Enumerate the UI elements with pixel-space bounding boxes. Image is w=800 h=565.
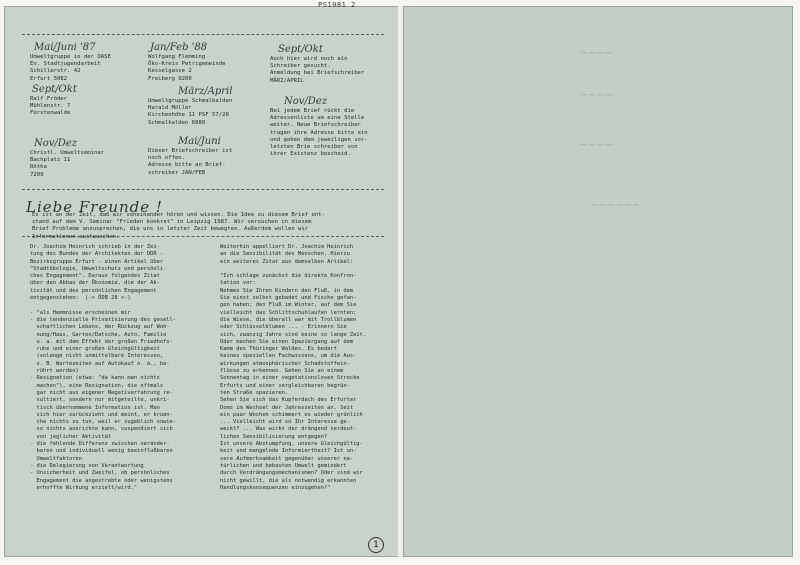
top-dashed-rule (22, 34, 384, 35)
block-text: Wolfgang Flemming Öko-Kreis Petrigemeinde Kesselgasse 2 Freiberg 9200 (148, 54, 226, 82)
block-text: Bei jedem Brief rückt die Adressenliste um eine Stelle weiter. Neue Briefschreiber tragen ihre Adresse bitte ein und geben dem jeweiligen vor- letzten Brie schreiber von ihrer Existenz bescheid. (270, 108, 368, 158)
block-heading: Nov/Dez (34, 138, 77, 149)
block-heading: Nov/Dez (284, 96, 327, 107)
bleed-through-mark: ~~~~ (580, 48, 614, 59)
block-heading: Mai/Juni '87 (34, 42, 96, 53)
block-heading: Mai/Juni (178, 136, 221, 147)
block-text: Dieser Briefschreiber ist noch offen. Adresse bitte an Brief- schreiber JAN/FEB (148, 148, 233, 176)
bleed-through-mark: ~~~~ (580, 90, 614, 101)
address-dashed-rule (22, 189, 384, 190)
page-number: 1 (368, 537, 384, 553)
left-column-text: Dr. Joachim Heinrich schrieb in der Zei- tung des Bundes der Architekten der DDR - Bezirksgruppe Erfurt - einen Artikel über "Stadtökologie, Umweltschutz und persönli- ches Engagement". Daraus folgendes Zitat über den Abbau der Ökonomie, die der Ak- tivität und des persönlichen Engagement entgegenstehen: (-> ÖDB 28 <-) - "als Hemmnisse erscheinen mir - die tendenzielle Privatisierung des gesell- schaftlichen Lebens, der Rückzug auf Woh- nung/Haus, Garten/Datsche, Auto, Familie u. a. mit dem Effekt der großen Friedhofs- ruhe und einer großen Gleichgültigkeit (solange nicht unmittelbare Interessen, z. B. Wartezeiten auf Autokauf o. ä., be- rührt werden) - Resignation (etwa: "da kann man nichts machen"), eine Resignation, die oftmals gar nicht aus eigener Negativerfahrung re- sultiert, sondern nur mitgeteilte, unkri- tisch übernommene Information ist. Man sich hier zurückzieht und meint, er kruen- che nichts zu tun, weil er zugeblich sowie- so nichts ausrichte kann, suspendiert sich von jeglicher Aktivität - die fehlende Differenz zwischen veränder- baren und individuell wenig beeinflußbaren Umweltfaktoren - die Delegierung von Verantwortung - Unsicherheit und Zweifel, ob persönliches Engagement die angestrebte oder wenigstens erhoffte Wirkung erzielt/wird." (30, 244, 177, 491)
right-page (403, 6, 793, 557)
bleed-through-mark: ~~~~~~ (590, 200, 641, 211)
letter-title: Liebe Freunde ! (26, 198, 163, 216)
block-heading: Sept/Okt (278, 44, 323, 55)
archive-number: PS1081 2 (318, 1, 356, 9)
intro-paragraph: Es ist an der Zeit, daß wir voneinander hören und wissen. Die Idee zu diesem Brief ent- stand auf dem V. Seminar "Frieden konkret" in Leipzig 1987. Wir versuchen in diesem Brief Probleme anzusprechen, die uns in letzter Zeit bewegten. Außerdem wollen wir Informationen austauschen. (32, 212, 325, 240)
block-heading: März/April (178, 86, 233, 97)
block-heading: Sept/Okt (32, 84, 77, 95)
block-text: Umweltgruppe Schmalkalden Harald Möller Kirchenhöhe 11 PSF 57/20 Schmalkalden 6080 (148, 98, 233, 126)
block-heading: Jan/Feb '88 (150, 42, 208, 53)
right-column-text: Weiterhin appelliert Dr. Joachim Heinrich an die Sensibilität des Menschen. Hierzu ein weiteres Zitat aus demselben Artikel: "Ich schlage zunächst die direkte Konfron- tation vor: Nehmen Sie Ihren Kindern den Fluß, in dem Sie einst selbst gebadet und Fische gefan- gen haben; den Fluß im Winter, auf dem Sie vielleicht das Schlittschuhlaufen lernten; die Wiese, die überall war mit Trollblumen oder Schlüsselblumen ... - Erinnern Sie sich, zwanzig Jahre sind keine so lange Zeit. Oder machen Sie einen Spaziergang auf dem Kamm des Thüringer Waldes. Es bedarf keines speziellen Fachwissens, um die Aus- wirkungen atmosphärischer Schadstoffein- flüsse zu erkennen. Gehen Sie an einem Sonnentag in einer vegetationslosen Strecke Erfurts und einer vergleichbaren begrün- ten Straße spazieren. Sehen Sie sich das Kupferdach des Erfurter Doms im Wechsel der Jahreszeiten an. Seit ein paar Wochen schimmert es wieder grünlich ... Vielleicht wird so Ihr Interesse ge- weckt? ... Was wirkt der drängend verdeut- lichen Sensibilisierung entgegen? Ist unsere Abstumpfung, unsere Gleichgültig- keit und mangelnde Informiertheit? Ist un- sere Aufmerksamkeit gegenüber unserer na- türlichen und bebauten Umwelt gemindert durch Verdrängungsmechanismen? Oder sind wir nicht gewillt, die als notwendig erkannten Handlungskonsequenzen einzugehen?" (220, 244, 367, 491)
bleed-through-mark: ~~~~ (580, 140, 614, 151)
block-text: Ralf Fröder Mühlenstr. 7 Fürstenwalde (30, 96, 71, 117)
block-text: Auch hier wird noch ein Schreiber gesucht. Anmeldung bei Briefschreiber MÄRZ/APRIL (270, 56, 365, 84)
block-text: Christl. Umweltseminar Bachplatz 11 Rötha 7209 (30, 150, 105, 178)
block-text: Umweltgruppe in der OASE Ev. Stadtjugendarbeit Schillerstr. 42 Erfurt 5082 (30, 54, 111, 82)
